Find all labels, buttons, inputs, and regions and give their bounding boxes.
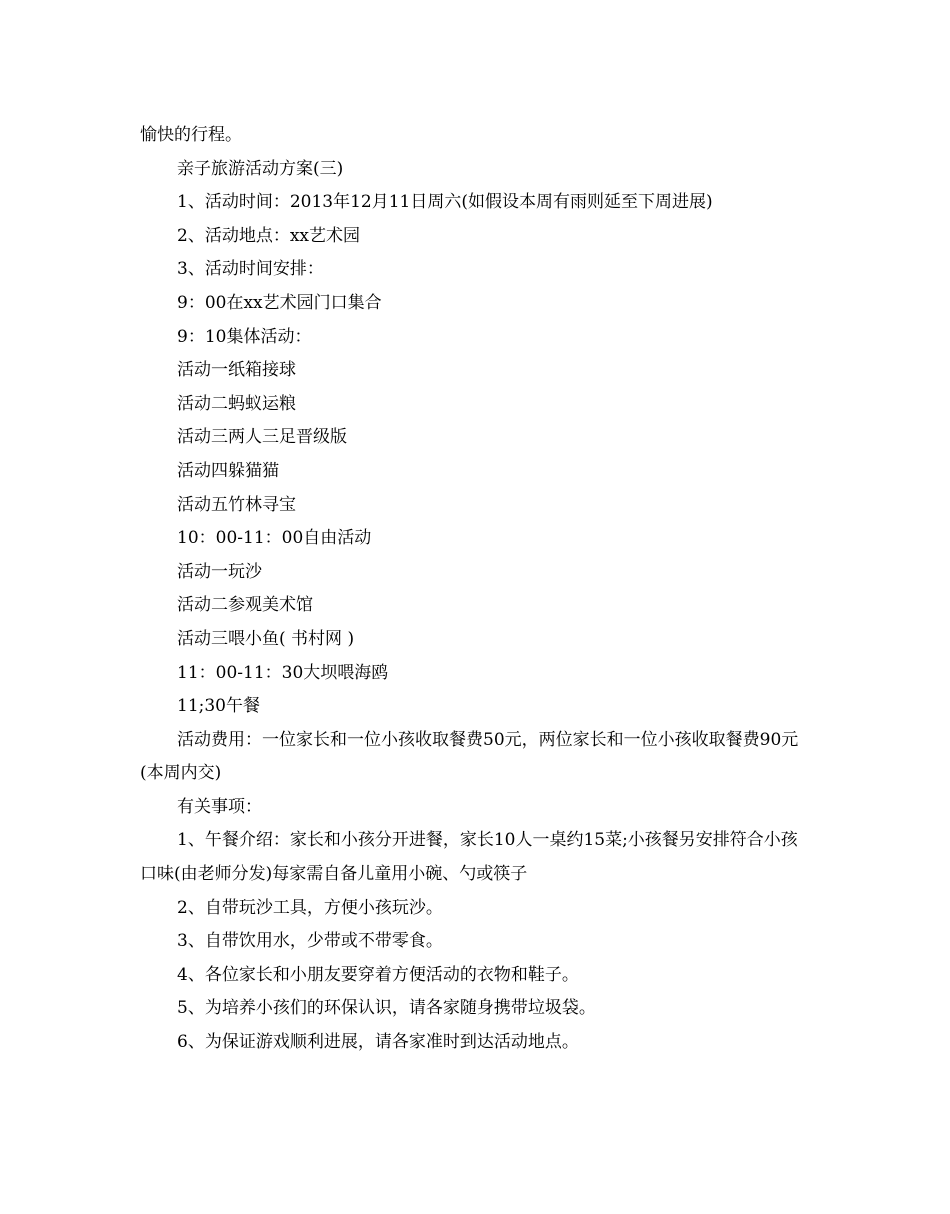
schedule-item: 9：10集体活动： [177,326,312,347]
schedule-heading: 3、活动时间安排： [177,259,324,280]
activity-time: 1、活动时间：2013年12月11日周六(如假设本周有雨则延至下周进展) [177,192,713,213]
note-item: 5、为培养小孩们的环保认识，请各家随身携带垃圾袋。 [177,998,596,1019]
note-item: 3、自带饮用水，少带或不带零食。 [177,931,443,952]
activity-item: 活动一纸箱接球 [177,360,296,381]
activity-fee: 活动费用：一位家长和一位小孩收取餐费50元，两位家长和一位小孩收取餐费90元(本周内交) [140,729,799,784]
activity-item: 活动三两人三足晋级版 [177,427,347,448]
activity-item: 活动五竹林寻宝 [177,494,296,515]
notes-heading: 有关事项： [177,796,262,817]
paragraph-continuation: 愉快的行程。 [140,125,242,145]
note-item: 6、为保证游戏顺利进展，请各家准时到达活动地点。 [177,1032,579,1053]
section-title: 亲子旅游活动方案(三) [177,158,344,179]
document-body [140,119,812,1060]
note-item: 4、各位家长和小朋友要穿着方便活动的衣物和鞋子。 [177,964,579,985]
activity-item: 活动四躲猫猫 [177,460,279,481]
schedule-item: 11;30午餐 [177,696,260,717]
activity-item: 活动二参观美术馆 [177,595,313,616]
activity-item: 活动三喂小鱼( 书村网 ) [177,628,355,649]
note-item: 1、午餐介绍：家长和小孩分开进餐，家长10人一桌约15菜;小孩餐另安排符合小孩口味(由老师分发)每家需自备儿童用小碗、勺或筷子 [140,830,798,885]
schedule-item: 11：00-11：30大坝喂海鸥 [177,662,389,683]
schedule-item: 10：00-11：00自由活动 [177,528,372,549]
schedule-item: 9：00在xx艺术园门口集合 [177,292,382,313]
activity-item: 活动二蚂蚁运粮 [177,393,296,414]
activity-item: 活动一玩沙 [177,561,262,582]
activity-location: 2、活动地点：xx艺术园 [177,225,360,246]
note-item: 2、自带玩沙工具，方便小孩玩沙。 [177,897,443,918]
